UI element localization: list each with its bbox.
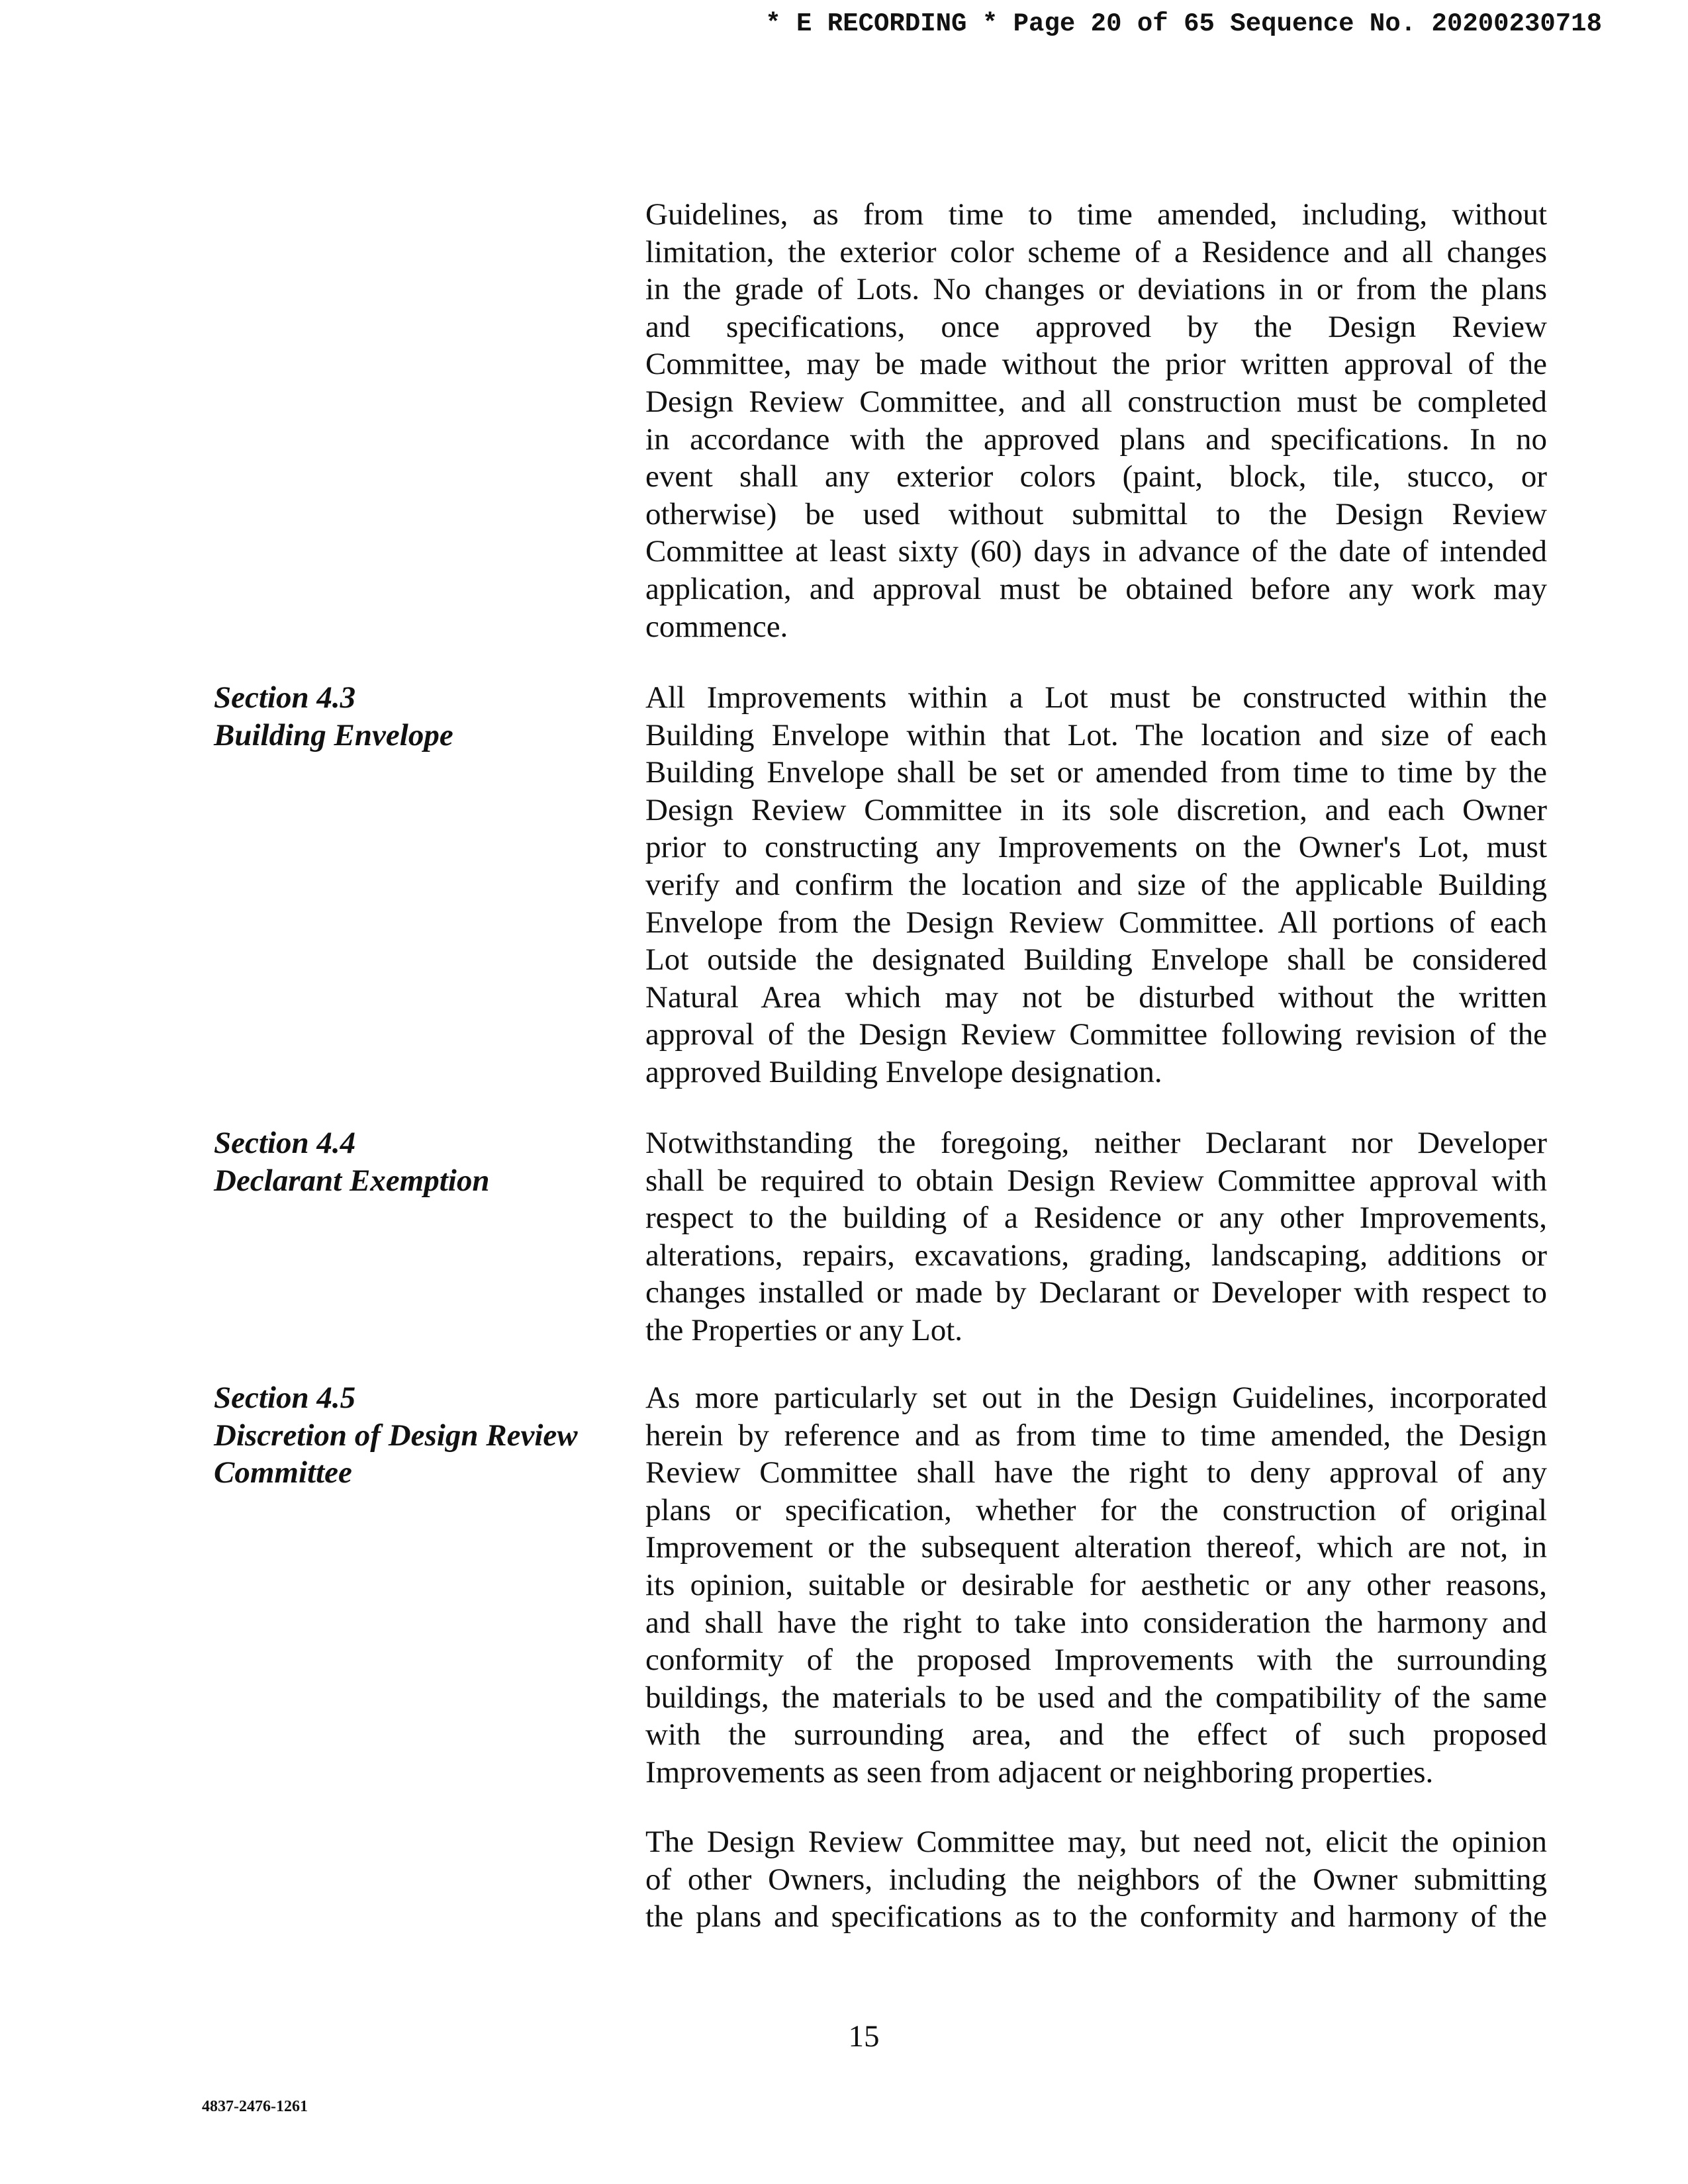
body-paragraph: [645, 1823, 1547, 1936]
text-line: respect to the building of a Residence or any other Improvements,: [645, 1201, 1547, 1236]
recording-header: * E RECORDING * Page 20 of 65 Sequence No. 20200230718: [765, 9, 1602, 38]
text-line: Building Envelope within that Lot. The location and size of each: [645, 717, 1547, 752]
text-line: buildings, the materials to be used and the compatibility of the same: [645, 1680, 1547, 1715]
text-line: in the grade of Lots. No changes or deviations in or from the plans: [645, 272, 1547, 307]
text-line: Envelope from the Design Review Committee. All portions of each: [645, 905, 1547, 940]
text-line: changes installed or made by Declarant or Developer with respect to: [645, 1275, 1547, 1310]
text-line: As more particularly set out in the Design Guidelines, incorporated: [645, 1381, 1547, 1415]
text-line: approved Building Envelope designation.: [645, 1054, 1162, 1089]
section-heading-4-3: [214, 679, 453, 754]
text-line: approval of the Design Review Committee following revision of the: [645, 1017, 1547, 1052]
text-line: and shall have the right to take into consideration the harmony and: [645, 1605, 1547, 1640]
text-line: Lot outside the designated Building Envelope shall be considered: [645, 942, 1547, 978]
text-line: Committee at least sixty (60) days in advance of the date of intended: [645, 534, 1547, 569]
text-line: with the surrounding area, and the effect of such proposed: [645, 1717, 1547, 1752]
section-title: Discretion of Design Review: [214, 1418, 578, 1453]
text-line: verify and confirm the location and size of the applicable Building: [645, 867, 1547, 902]
section-title: Declarant Exemption: [214, 1163, 490, 1198]
document-id: 4837-2476-1261: [202, 2098, 308, 2115]
text-line: otherwise) be used without submittal to the Design Review: [645, 496, 1547, 531]
text-line: limitation, the exterior color scheme of a Residence and all changes: [645, 234, 1547, 269]
text-line: Review Committee shall have the right to deny approval of any: [645, 1455, 1547, 1490]
text-line: application, and approval must be obtained before any work may: [645, 571, 1547, 606]
text-line: Design Review Committee, and all construction must be completed: [645, 384, 1547, 419]
body-paragraph: [645, 1379, 1547, 1792]
text-line: plans or specification, whether for the construction of original: [645, 1492, 1547, 1527]
text-line: alterations, repairs, excavations, grading, landscaping, additions or: [645, 1238, 1547, 1273]
text-line: All Improvements within a Lot must be constructed within the: [645, 680, 1547, 715]
page-number: 15: [848, 2019, 880, 2054]
text-line: Committee, may be made without the prior written approval of the: [645, 347, 1547, 382]
text-line: and specifications, once approved by the Design Review: [645, 309, 1547, 344]
section-heading-4-5: [214, 1379, 578, 1492]
body-paragraph: [645, 1124, 1547, 1349]
text-line: the Properties or any Lot.: [645, 1312, 963, 1347]
text-line: The Design Review Committee may, but need not, elicit the opinion: [645, 1825, 1547, 1859]
text-line: of other Owners, including the neighbors of the Owner submitting: [645, 1862, 1547, 1897]
text-line: Building Envelope shall be set or amended from time to time by the: [645, 755, 1547, 790]
text-line: commence.: [645, 609, 788, 644]
text-line: its opinion, suitable or desirable for aesthetic or any other reasons,: [645, 1567, 1547, 1602]
text-line: Natural Area which may not be disturbed without the written: [645, 979, 1547, 1015]
text-line: Improvements as seen from adjacent or neighboring properties.: [645, 1754, 1434, 1790]
text-line: prior to constructing any Improvements on the Owner's Lot, must: [645, 830, 1547, 865]
body-paragraph: [645, 679, 1547, 1091]
section-title: Committee: [214, 1455, 352, 1490]
text-line: herein by reference and as from time to time amended, the Design: [645, 1418, 1547, 1453]
text-line: in accordance with the approved plans and specifications. In no: [645, 422, 1547, 457]
text-line: event shall any exterior colors (paint, block, tile, stucco, or: [645, 459, 1547, 494]
text-line: Guidelines, as from time to time amended, including, without: [645, 197, 1547, 232]
body-paragraph: [645, 196, 1547, 645]
text-line: Notwithstanding the foregoing, neither Declarant nor Developer: [645, 1126, 1547, 1160]
text-line: the plans and specifications as to the conformity and harmony of the: [645, 1899, 1547, 1934]
section-number: Section 4.4: [214, 1126, 356, 1160]
text-line: shall be required to obtain Design Review Committee approval with: [645, 1163, 1547, 1198]
section-number: Section 4.3: [214, 680, 356, 715]
section-title: Building Envelope: [214, 717, 453, 752]
text-line: conformity of the proposed Improvements with the surrounding: [645, 1643, 1547, 1678]
section-heading-4-4: [214, 1124, 489, 1199]
section-number: Section 4.5: [214, 1381, 356, 1415]
text-line: Improvement or the subsequent alteration thereof, which are not, in: [645, 1530, 1547, 1565]
text-line: Design Review Committee in its sole discretion, and each Owner: [645, 792, 1547, 827]
